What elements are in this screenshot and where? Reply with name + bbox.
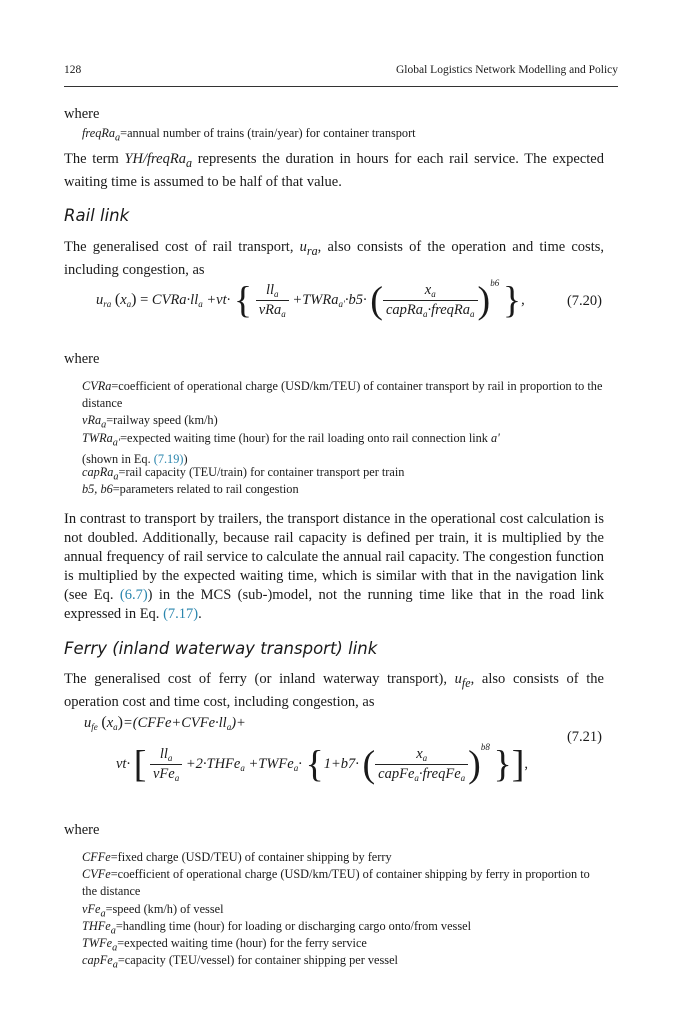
definition-freqra: freqRa$_a$=annual number of trains (train/year) for container transport: [82, 126, 416, 144]
paragraph-rail-intro: The generalised cost of rail transport, $u_{ra}$, also consists of the operation and time costs, including congestion, as: [64, 239, 604, 278]
paragraph-yh-freqra: The term YH/freqRa$_a$ represents the duration in hours for each rail service. The expected waiting time is assumed to be half of that value.: [64, 151, 604, 190]
definition-capra: capRa$_a$=rail capacity (TEU/train) for container transport per train: [82, 465, 405, 483]
paragraph-ferry-intro: The generalised cost of ferry (or inland waterway transport), $u_{fe}$, also consists of the operation cost and time cost, including congestion, as: [64, 671, 604, 710]
definition-twra: TWRa$_{a'}$=expected waiting time (hour) for the rail loading onto rail connection link a' (shown in Eq. (7.19)): [82, 431, 500, 467]
section-heading-rail: Rail link: [64, 206, 130, 225]
definition-b5-b6: b5, b6=parameters related to rail congestion: [82, 482, 299, 496]
equation-number-7-20: (7.20): [566, 293, 602, 309]
link-eq-7-19[interactable]: (7.19): [153, 452, 184, 467]
definition-vfe: vFe$_a$=speed (km/h) of vessel: [82, 902, 224, 920]
page-number: 128: [64, 64, 82, 76]
equation-number-7-21: (7.21): [566, 729, 602, 745]
definition-capfe: capFe$_a$=capacity (TEU/vessel) for container shipping per vessel: [82, 953, 398, 971]
where-label-rail: where: [64, 351, 100, 367]
definition-vra: vRa$_a$=railway speed (km/h): [82, 413, 218, 431]
where-label-ferry: where: [64, 822, 100, 838]
paragraph-rail-explanation: In contrast to transport by trailers, the transport distance in the operational cost calculation is not doubled. Additionally, because rail capacity is defined per train, it is multiplied by the annual frequency of rail service to calculate the annual rail capacity. The congestion function is multiplied by the expected waiting time, which is similar with that in the navigation link (see Eq. (6.7)) in the MCS (sub-)model, not the running time like that in the road link expressed in Eq. (7.17).: [64, 511, 604, 622]
equation-7-21-line-2: vt· [ $\frac{ll_a}{vFe_a}$ +2·THFe$_a$ +TWFe$_a$· {1+b7· ( $\frac{x_a}{capFe_a\cdot freqFe_a}$ )$^{b8}$ }],: [116, 742, 528, 786]
definition-twfe: TWFe$_a$=expected waiting time (hour) for the ferry service: [82, 936, 367, 954]
link-eq-6-7[interactable]: (6.7): [119, 587, 148, 603]
running-header: [64, 64, 618, 80]
definition-cffe: CFFe=fixed charge (USD/TEU) of container shipping by ferry: [82, 850, 392, 864]
link-eq-7-17[interactable]: (7.17): [163, 606, 199, 622]
header-rule: [64, 86, 618, 87]
equation-7-21-line-1: $u_{fe}$ $(x_a)=(CFFe+CVFe\cdot ll_a)+$: [84, 714, 246, 732]
book-title: Global Logistics Network Modelling and Policy: [396, 64, 618, 76]
where-label-intro: where: [64, 106, 100, 122]
equation-7-20: $u_{ra}$ $(x_a)$ = $CVRa\cdot ll_a +vt\cdot$ { $\frac{ll_a}{vRa_a}$ +TWRa$_{a'}$·b5· ( $\frac{x_a}{capRa_a\cdot freqRa_a}$ )$^{b6}$ },: [96, 278, 525, 322]
definition-cvfe: CVFe=coefficient of operational charge (USD/km/TEU) of container shipping by ferry in proportion to the distance: [82, 867, 590, 898]
definition-thfe: THFe$_a$=handling time (hour) for loading or discharging cargo onto/from vessel: [82, 919, 471, 937]
section-heading-ferry: Ferry (inland waterway transport) link: [64, 639, 378, 658]
definition-cvra: CVRa=coefficient of operational charge (USD/km/TEU) of container transport by rail in proportion to the distance: [82, 379, 603, 410]
